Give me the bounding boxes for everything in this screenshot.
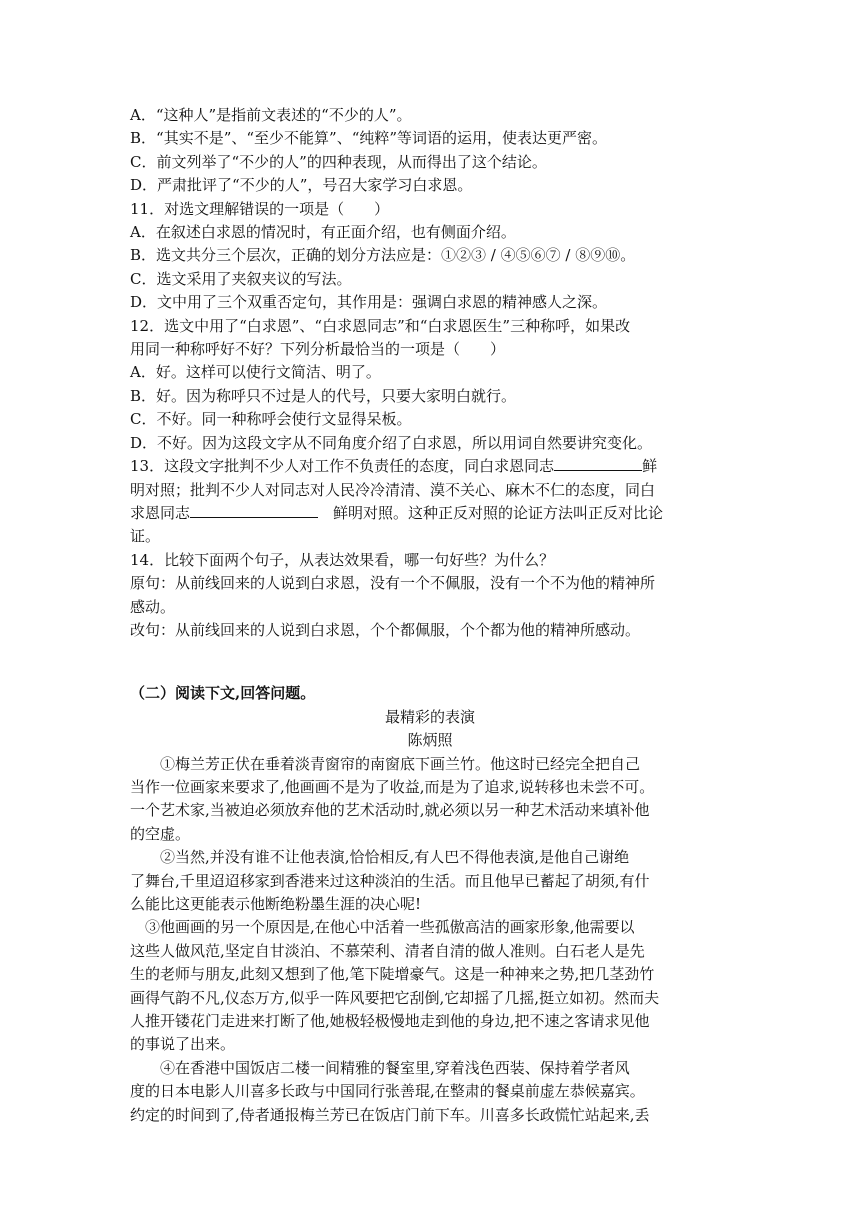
question-14	[130, 549, 730, 643]
paragraph-line: 了舞台,千里迢迢移家到香港来过这种淡泊的生活。而且他早已蓄起了胡须,有什	[130, 871, 650, 890]
q14-stem: 14．比较下面两个句子，从表达效果看，哪一句好些？为什么？	[130, 550, 555, 569]
q12-stem-line2: 用同一种称呼好不好？下列分析最恰当的一项是（ ）	[130, 340, 506, 359]
section-gap	[130, 642, 730, 682]
q13-answer-blank-1[interactable]	[554, 455, 642, 471]
q10-option-a: A．“这种人”是指前文表述的“不少的人”。	[130, 106, 412, 124]
question-13	[130, 455, 730, 549]
q10-options	[130, 104, 730, 198]
q13-line1-text: 13．这段文字批判不少人对工作不负责任的态度，同白求恩同志	[130, 457, 555, 476]
q13-line1	[130, 455, 730, 478]
paragraph-line: 这些人做风范,坚定自甘淡泊、不慕荣利、清者自清的做人准则。白石老人是先	[130, 941, 645, 960]
document-page	[130, 104, 730, 1127]
question-12	[130, 315, 730, 455]
paragraph-line: 当作一位画家来要求了,他画画不是为了收益,而是为了追求,说转移也未尝不可。	[130, 777, 655, 796]
q11-option-d: D．文中用了三个双重否定句，其作用是：强调白求恩的精神感人之深。	[130, 293, 608, 312]
q14-original-line1: 原句：从前线回来的人说到白求恩，没有一个不佩服，没有一个不为他的精神所	[130, 574, 656, 593]
q13-line3-tail: 鲜明对照。这种正反对照的论证方法叫正反对比论	[318, 503, 664, 522]
q10-option-c: C．前文列举了“不少的人”的四种表现，从而得出了这个结论。	[130, 152, 547, 171]
q13-line2: 明对照；批判不少人对同志对人民冷冷清清、漠不关心、麻木不仁的态度，同白	[130, 480, 656, 499]
q10-option-d: D．严肃批评了“不少的人”，号召大家学习白求恩。	[130, 176, 473, 195]
q11-stem: 11．对选文理解错误的一项是（ ）	[130, 199, 390, 218]
q13-line4: 证。	[130, 527, 161, 546]
q14-original-line2: 感动。	[130, 597, 176, 616]
paragraph-line: 画得气韵不凡,仪态万方,似乎一阵风要把它刮倒,它却摇了几摇,挺立如初。然而夫	[130, 988, 660, 1007]
q12-option-d: D．不好。因为这段文字从不同角度介绍了白求恩，所以用词自然要讲究变化。	[130, 433, 653, 452]
q14-revised: 改句：从前线回来的人说到白求恩，个个都佩服，个个都为他的精神所感动。	[130, 620, 641, 639]
paragraph-line: 约定的时间到了,侍者通报梅兰芳已在饭店门前下车。川喜多长政慌忙站起来,丢	[130, 1105, 650, 1124]
paragraph-line: 一个艺术家,当被迫必须放弃他的艺术活动时,就必须以另一种艺术活动来填补他	[130, 801, 650, 820]
q10-option-b: B．“其实不是”、“至少不能算”、“纯粹”等词语的运用，使表达更严密。	[130, 129, 608, 148]
q12-option-a: A．好。这样可以使行文简洁、明了。	[130, 363, 381, 382]
q11-option-c: C．选文采用了夹叙夹议的写法。	[130, 269, 352, 288]
question-11	[130, 198, 730, 315]
passage-title: 最精彩的表演	[384, 707, 475, 726]
q13-line3	[130, 502, 730, 525]
q13-line1-tail: 鲜	[642, 457, 658, 476]
q11-option-b: B．选文共分三个层次，正确的划分方法应是：①②③ / ④⑤⑥⑦ / ⑧⑨⑩。	[130, 246, 636, 265]
q12-stem-line1: 12．选文中用了“白求恩”、“白求恩同志”和“白求恩医生”三种称呼，如果改	[130, 316, 631, 335]
paragraph-line: ②当然,并没有谁不让他表演,恰恰相反,有人巴不得他表演,是他自己谢绝	[160, 848, 630, 867]
paragraph-line: 生的老师与朋友,此刻又想到了他,笔下陡增豪气。这是一种神来之势,把几茎劲竹	[130, 965, 655, 984]
paragraph-line: 么能比这更能表示他断绝粉墨生涯的决心呢!	[130, 895, 422, 913]
passage-author: 陈炳照	[407, 731, 453, 750]
paragraph-line: ①梅兰芳正伏在垂着淡青窗帘的南窗底下画兰竹。他这时已经完全把自己	[160, 754, 641, 773]
paragraph-line: 的事说了出来。	[130, 1035, 236, 1054]
paragraph-line: 度的日本电影人川喜多长政与中国同行张善琨,在整肃的餐桌前虚左恭候嘉宾。	[130, 1082, 645, 1101]
q13-line3-text: 求恩同志	[130, 503, 191, 522]
passage-paragraph-1	[130, 753, 730, 847]
paragraph-line: 的空虚。	[130, 824, 191, 843]
passage-paragraph-2	[130, 846, 730, 916]
q12-option-b: B．好。因为称呼只不过是人的代号，只要大家明白就行。	[130, 386, 517, 405]
q11-option-a: A．在叙述白求恩的情况时，有正面介绍，也有侧面介绍。	[130, 223, 516, 242]
paragraph-line: ③他画画的另一个原因是,在他心中活着一些孤傲高洁的画家形象,他需要以	[145, 918, 635, 937]
paragraph-line: ④在香港中国饭店二楼一间精雅的餐室里,穿着浅色西装、保持着学者风	[160, 1058, 630, 1077]
paragraph-line: 人推开镂花门走进来打断了他,她极轻极慢地走到他的身边,把不速之客请求见他	[130, 1012, 650, 1031]
section-2-heading: （二）阅读下文,回答问题。	[130, 684, 316, 703]
q12-option-c: C．不好。同一种称呼会使行文显得呆板。	[130, 410, 412, 429]
passage-paragraph-4	[130, 1057, 730, 1127]
passage-paragraph-3	[130, 916, 730, 1056]
q13-answer-blank-2[interactable]	[190, 502, 318, 518]
